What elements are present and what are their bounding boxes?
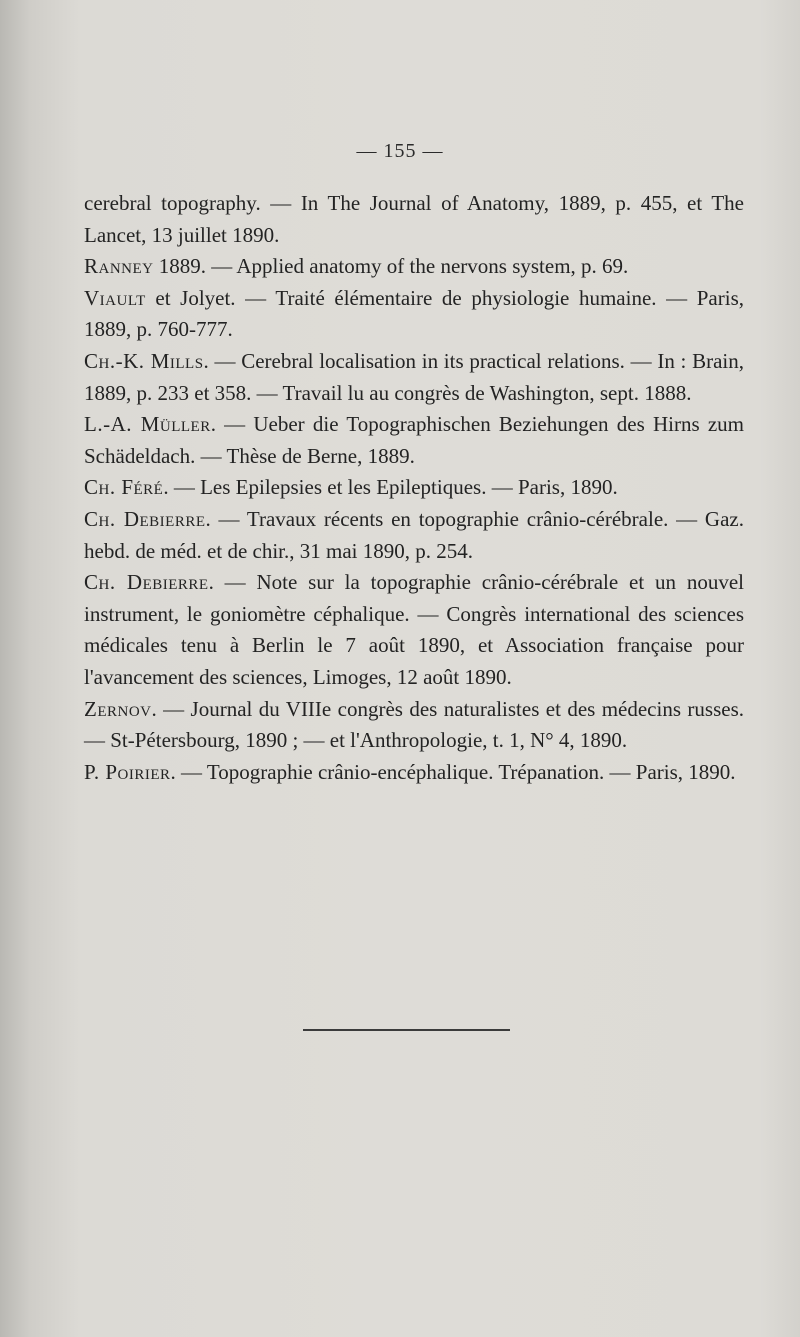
entry-text: . — Cerebral localisation in its practical relations. — In : Brain, 1889, p. 233 et 358. — Travail lu au congrès de Washington, sept. 1888. bbox=[84, 348, 744, 405]
bibliography-entry bbox=[84, 504, 744, 567]
entry-author: Ch.-K. Mills bbox=[84, 348, 204, 373]
entry-text: . — Travaux récents en topographie crânio-cérébrale. — Gaz. hebd. de méd. et de chir., 31 mai 1890, p. 254. bbox=[84, 506, 744, 563]
bibliography-entry bbox=[84, 283, 744, 346]
entry-author: Viault bbox=[84, 285, 146, 310]
entry-text: 1889. — Applied anatomy of the nervons system, p. 69. bbox=[153, 254, 629, 279]
entry-text: . — Journal du VIIIe congrès des naturalistes et des médecins russes. — St-Pétersbourg, 1890 ; — et l'Anthropologie, t. 1, N° 4, 1890. bbox=[84, 696, 744, 753]
entry-author: Ch. Féré bbox=[84, 475, 164, 500]
entry-author: Ch. Debierre bbox=[84, 570, 209, 595]
bibliography-entry bbox=[84, 567, 744, 693]
bibliography-entry bbox=[84, 694, 744, 757]
bibliography-entry bbox=[84, 251, 744, 283]
bibliography-entry bbox=[84, 757, 744, 789]
page-number: — 155 — bbox=[356, 140, 444, 162]
entry-text: . — Les Epilepsies et les Epileptiques. — Paris, 1890. bbox=[163, 475, 618, 500]
entry-author: L.-A. Müller bbox=[84, 412, 211, 437]
end-rule bbox=[303, 1029, 510, 1031]
entry-text: cerebral topography. — In The Journal of Anatomy, 1889, p. 455, et The Lancet, 13 juillet 1890. bbox=[84, 191, 744, 247]
bibliography-entry bbox=[84, 346, 744, 409]
bibliography bbox=[84, 188, 744, 788]
entry-text: . — Topographie crânio-encéphalique. Trépanation. — Paris, 1890. bbox=[170, 759, 736, 784]
entry-author: Zernov bbox=[84, 696, 152, 721]
entry-text: . — Ueber die Topographischen Beziehungen des Hirns zum Schädeldach. — Thèse de Berne, 1889. bbox=[84, 412, 744, 468]
bibliography-entry bbox=[84, 472, 744, 504]
bibliography-entry bbox=[84, 188, 744, 251]
entry-text: et Jolyet. — Traité élémentaire de physiologie humaine. — Paris, 1889, p. 760-777. bbox=[84, 285, 744, 342]
bibliography-entry bbox=[84, 409, 744, 472]
entry-author: P. Poirier bbox=[84, 759, 171, 784]
entry-author: Ranney bbox=[84, 254, 154, 279]
entry-author: Ch. Debierre bbox=[84, 506, 206, 531]
entry-text: . — Note sur la topographie crânio-cérébrale et un nouvel instrument, le goniomètre céphalique. — Congrès international des sciences médicales tenu à Berlin le 7 août 1890, et Association française pour l'avancement des sciences, Limoges, 12 août 1890. bbox=[84, 570, 744, 689]
